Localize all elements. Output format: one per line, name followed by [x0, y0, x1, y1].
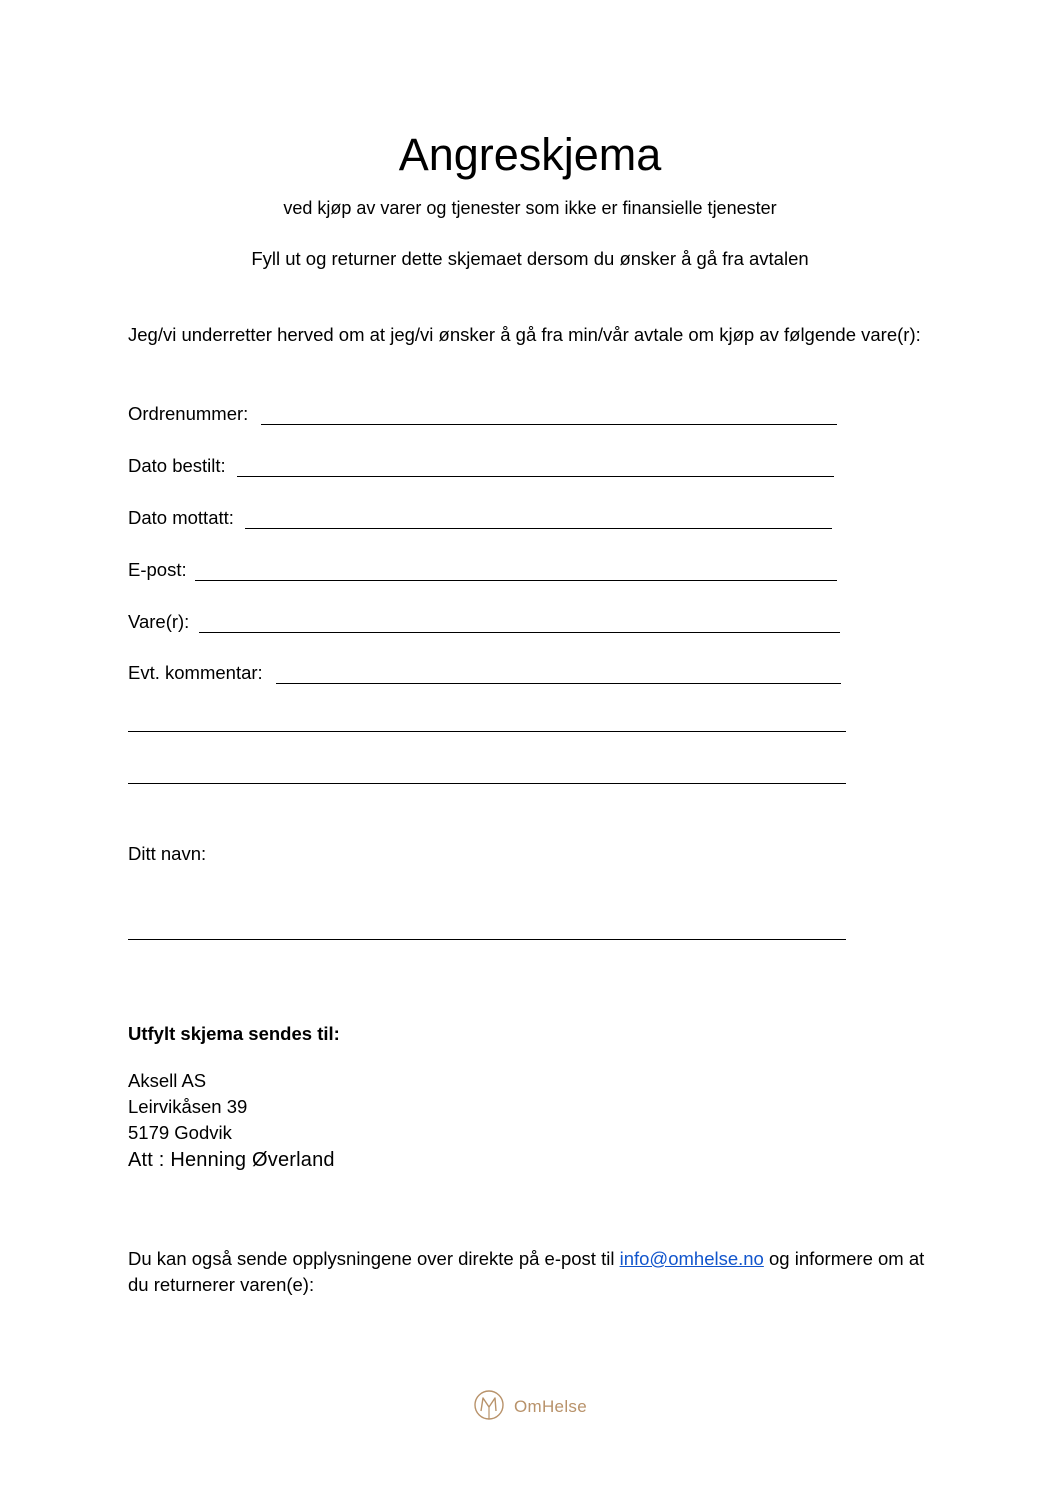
order-number-line [261, 424, 837, 425]
intro-text: Jeg/vi underretter herved om at jeg/vi ønsker å gå fra min/vår avtale om kjøp av følgende vare(r): [128, 324, 921, 345]
email-link[interactable]: info@omhelse.no [619, 1248, 764, 1269]
name-label: Ditt navn: [128, 843, 207, 864]
date-received-field[interactable] [128, 505, 848, 533]
date-ordered-field[interactable] [128, 453, 848, 481]
comment-label: Evt. kommentar: [128, 662, 263, 683]
email-note [128, 1246, 928, 1298]
address-block [128, 1068, 335, 1174]
date-received-line [245, 528, 832, 529]
address-postal: 5179 Godvik [128, 1122, 232, 1143]
email-note-before: Du kan også sende opplysningene over direkte på e-post til [128, 1248, 620, 1269]
date-ordered-label: Dato bestilt: [128, 455, 226, 476]
send-to-heading: Utfylt skjema sendes til: [128, 1023, 340, 1044]
date-ordered-line [237, 476, 834, 477]
items-line [199, 632, 840, 633]
date-received-label: Dato mottatt: [128, 507, 234, 528]
comment-line-3[interactable] [128, 783, 846, 784]
email-line [195, 580, 837, 581]
address-street: Leirvikåsen 39 [128, 1096, 248, 1117]
page-instruction: Fyll ut og returner dette skjemaet dersom du ønsker å gå fra avtalen [251, 248, 809, 269]
omhelse-logo-icon [472, 1388, 506, 1427]
page-title: Angreskjema [398, 129, 662, 180]
order-number-label: Ordrenummer: [128, 403, 249, 424]
items-field[interactable] [128, 609, 848, 637]
comment-line [276, 683, 841, 684]
address-attention: Att : Henning Øverland [128, 1149, 335, 1171]
email-field[interactable] [128, 557, 848, 585]
address-company: Aksell AS [128, 1070, 207, 1091]
footer-logo-text: OmHelse [514, 1397, 587, 1416]
items-label: Vare(r): [128, 611, 190, 632]
name-line[interactable] [128, 939, 846, 940]
comment-field[interactable] [128, 660, 848, 688]
comment-line-2[interactable] [128, 731, 846, 732]
footer-logo [472, 1390, 587, 1424]
page-subtitle: ved kjøp av varer og tjenester som ikke er finansielle tjenester [283, 198, 777, 218]
name-field [128, 841, 848, 869]
email-label: E-post: [128, 559, 187, 580]
email-note-after: og informere om at du returnerer varen(e): [128, 1248, 925, 1295]
order-number-field[interactable] [128, 401, 848, 429]
